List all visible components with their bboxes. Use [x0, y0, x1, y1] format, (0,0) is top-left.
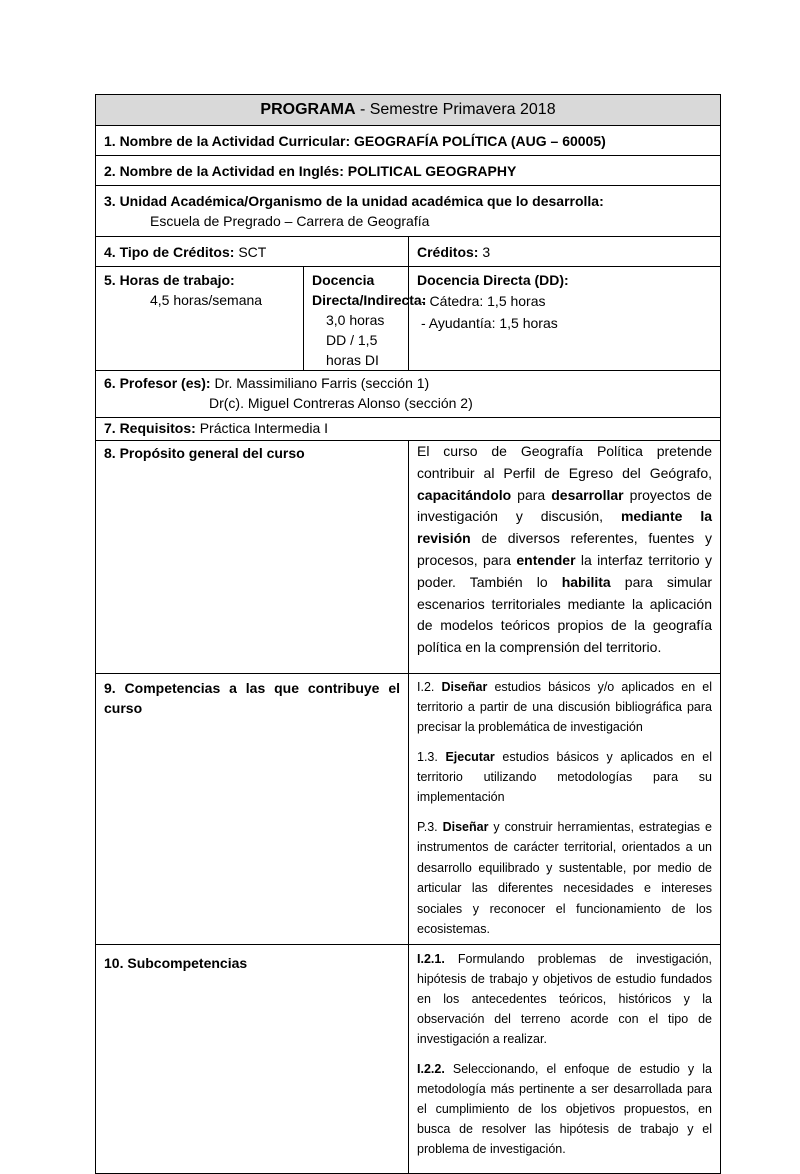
academic-unit-label: 3. Unidad Académica/Organismo de la unidad académica que lo desarrolla: — [104, 193, 604, 209]
competencies-label: 9. Competencias a las que contribuye el curso — [104, 679, 400, 716]
program-document — [95, 94, 720, 1174]
credit-type-label: 4. Tipo de Créditos: — [104, 243, 239, 260]
requirements-label: 7. Requisitos: — [104, 420, 200, 436]
competency-item: 1.3. Ejecutar estudios básicos y aplicados en el territorio utilizando metodologías para su implementación — [417, 749, 712, 804]
purpose-label: 8. Propósito general del curso — [104, 445, 305, 461]
competencies-row — [96, 673, 721, 944]
subcompetencies-label: 10. Subcompetencias — [104, 954, 248, 971]
credits-value: 3 — [482, 243, 491, 260]
direct-teaching-item: - Ayudantía: 1,5 horas — [421, 315, 558, 331]
direct-teaching-label: Docencia Directa (DD): — [417, 272, 569, 288]
work-hours-value: 4,5 horas/semana — [150, 292, 263, 308]
program-title: PROGRAMA - Semestre Primavera 2018 — [96, 95, 721, 126]
direct-teaching-item: - Cátedra: 1,5 horas — [421, 293, 546, 309]
program-table — [95, 94, 721, 1174]
work-hours-label: 5. Horas de trabajo: — [104, 272, 235, 288]
purpose-text: El curso de Geografía Política pretende contribuir al Perfil de Egreso del Geógrafo, capacitándolo para desarrollar proyectos de investigación y discusión, mediante la revisión de diversos referentes, fuentes y procesos, para entender la interfaz territorio y poder. También lo habilita para simular escenarios territoriales mediante la aplicación de modelos teóricos propios de la geografía política en la comprensión del territorio. — [409, 441, 721, 674]
academic-unit-row — [96, 186, 721, 237]
requirements-row — [96, 418, 721, 441]
professors-row — [96, 371, 721, 418]
credit-type-value: SCT — [238, 243, 267, 260]
purpose-row — [96, 441, 721, 674]
teaching-label: Docencia Directa/Indirecta: — [312, 272, 427, 308]
english-name-row — [96, 156, 721, 186]
subcompetency-item: I.2.2. Seleccionando, el enfoque de estudio y la metodología más pertinente a ser desarrollada para el cumplimiento de los objetivos propuestos, en busca de resolver las hipótesis de trabajo y el problema de investigación. — [417, 1061, 712, 1156]
academic-unit-value: Escuela de Pregrado – Carrera de Geografía — [150, 213, 430, 229]
requirements-value: Práctica Intermedia I — [199, 420, 329, 436]
english-name-label: 2. Nombre de la Actividad en Inglés: — [104, 162, 348, 179]
credits-row — [96, 237, 721, 267]
work-hours-row — [96, 267, 721, 371]
english-name-value: POLITICAL GEOGRAPHY — [347, 162, 517, 179]
professors-label: 6. Profesor (es): — [104, 375, 215, 391]
credits-label: Créditos: — [417, 243, 483, 260]
competency-item: P.3. Diseñar y construir herramientas, estrategias e instrumentos de carácter territorial, orientados a un desarrollo equilibrado y sustentable, por medio de articular las diferentes necesidades e intereses sociales y reconocer el funcionamiento de los ecosistemas. — [417, 819, 712, 937]
subcompetencies-row — [96, 944, 721, 1173]
activity-name-label: 1. Nombre de la Actividad Curricular: — [104, 132, 354, 149]
professor-1: Dr. Massimiliano Farris (sección 1) — [214, 375, 430, 391]
activity-name-row — [96, 126, 721, 156]
professor-2: Dr(c). Miguel Contreras Alonso (sección 2) — [209, 395, 473, 411]
teaching-value: 3,0 horas DD / 1,5 horas DI — [326, 312, 385, 368]
header-row — [96, 95, 721, 126]
competency-item: I.2. Diseñar estudios básicos y/o aplicados en el territorio a partir de una discusión bibliográfica para precisar la problemática de investigación — [417, 679, 713, 734]
activity-name-value: GEOGRAFÍA POLÍTICA (AUG – 60005) — [354, 132, 606, 149]
subcompetency-item: I.2.1. Formulando problemas de investigación, hipótesis de trabajo y objetivos de estudio fundados en los antecedentes teóricos, históricos y la observación del terreno acorde con el tipo de investigación a realizar. — [417, 951, 712, 1046]
